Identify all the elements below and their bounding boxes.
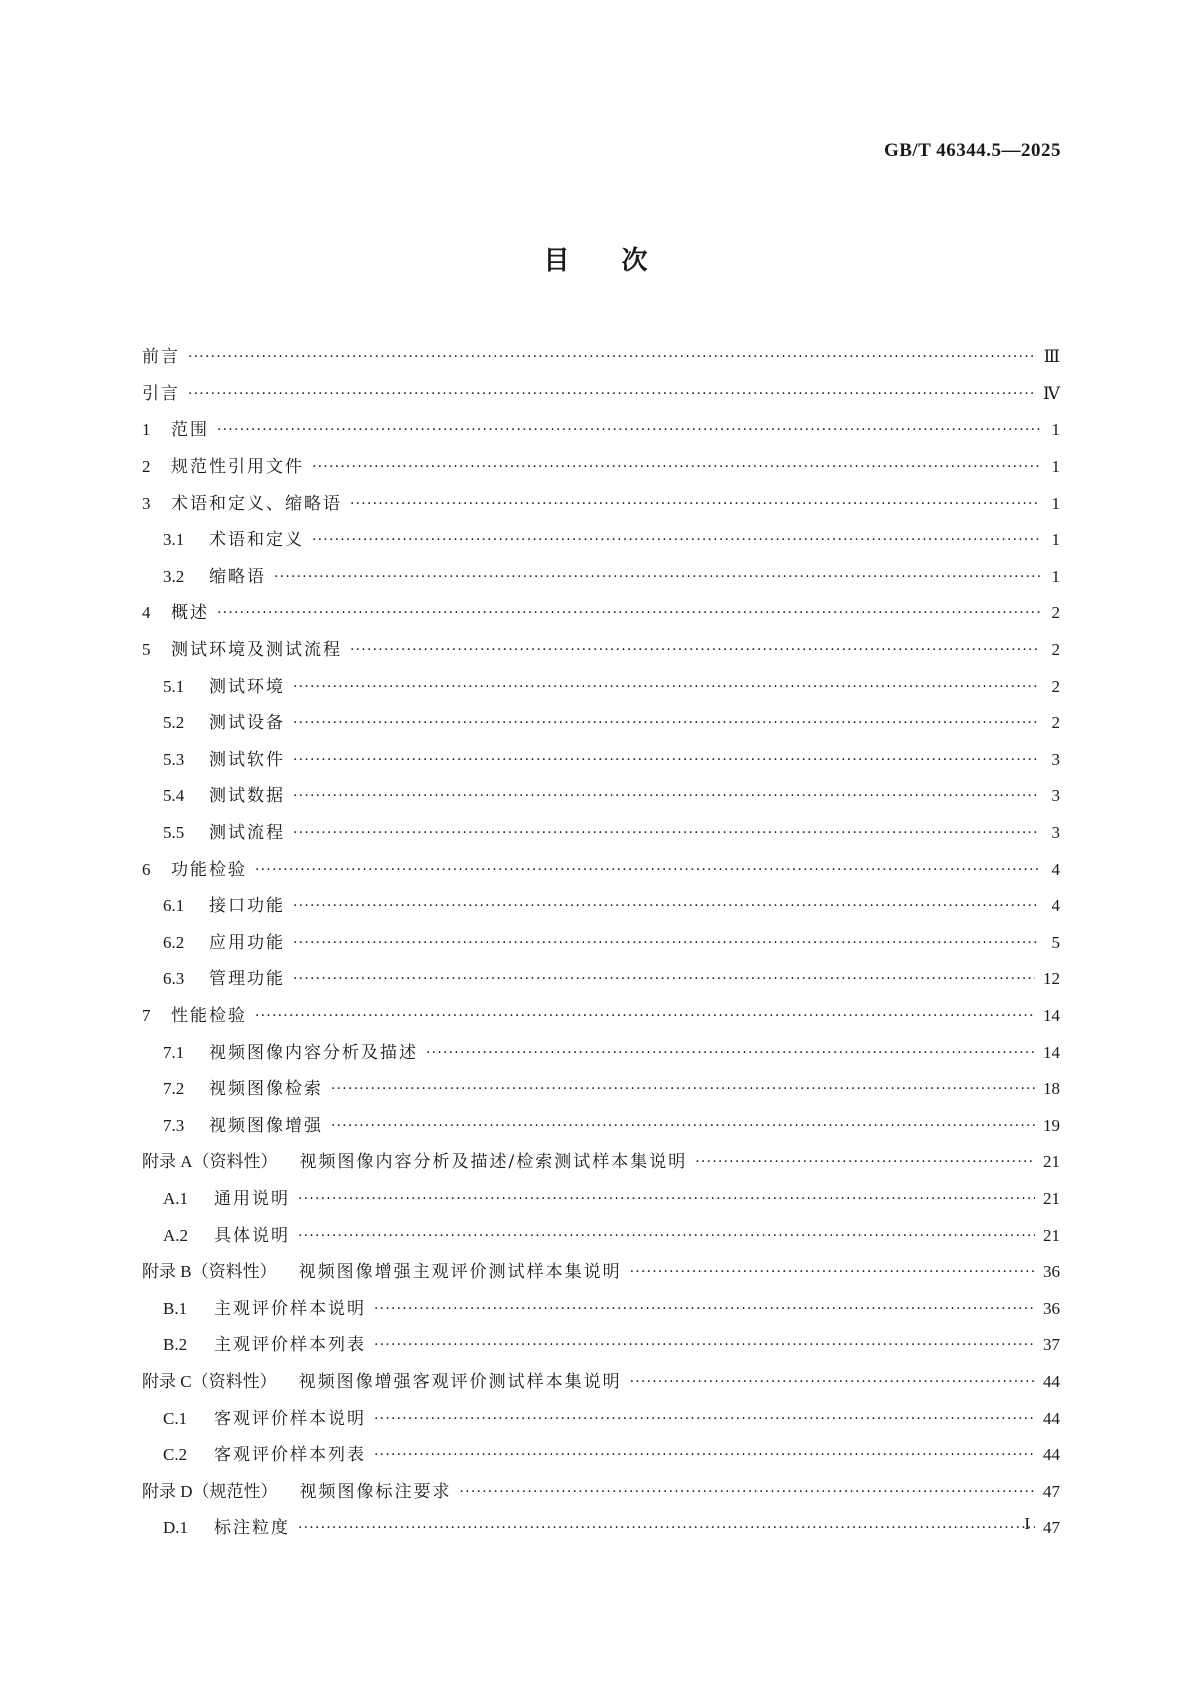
toc-entry-label: 主观评价样本说明	[214, 1298, 366, 1319]
dot-leader	[460, 1481, 1035, 1503]
toc-entry-page: 5	[1051, 932, 1060, 952]
toc-entry-label: 客观评价样本说明	[214, 1408, 366, 1429]
dot-leader	[350, 493, 1040, 515]
dot-leader	[695, 1151, 1035, 1173]
toc-entry[interactable]	[142, 632, 1060, 669]
dot-leader	[298, 1188, 1035, 1210]
dot-leader	[312, 529, 1040, 551]
toc-entry-number: A.2	[163, 1225, 189, 1245]
toc-entry-number: 7	[142, 1005, 151, 1025]
toc-entry-label: 视频图像检索	[209, 1079, 323, 1100]
toc-entry[interactable]	[142, 778, 1060, 815]
toc-entry[interactable]	[142, 1400, 1060, 1437]
dot-leader	[374, 1334, 1035, 1356]
toc-entry-label: 具体说明	[214, 1225, 290, 1246]
dot-leader	[350, 639, 1040, 661]
toc-entry-page: 21	[1043, 1152, 1060, 1172]
toc-entry[interactable]	[142, 1290, 1060, 1327]
toc-entry-number: B.1	[163, 1298, 188, 1318]
toc-entry-number: 附录 D（规范性）	[142, 1481, 278, 1501]
dot-leader	[630, 1261, 1035, 1283]
toc-entry-page: 44	[1043, 1408, 1060, 1428]
toc-entry-page: 36	[1043, 1262, 1060, 1282]
toc-entry-number: 5.2	[163, 713, 185, 733]
toc-entry-label: 测试设备	[209, 713, 285, 734]
toc-entry-page: 2	[1051, 640, 1060, 660]
toc-entry-page: 2	[1051, 676, 1060, 696]
toc-entry[interactable]	[142, 851, 1060, 888]
toc-entry-label: 术语和定义、缩略语	[171, 493, 342, 514]
toc-entry-number: 5.1	[163, 676, 185, 696]
toc-entry-page: 44	[1043, 1445, 1060, 1465]
toc-entry[interactable]	[142, 595, 1060, 632]
toc-entry-label: 缩略语	[209, 566, 266, 587]
toc-entry-page: 1	[1051, 493, 1060, 513]
toc-entry-number: 5.4	[163, 786, 185, 806]
page-title: 目次	[543, 246, 700, 276]
toc-entry-label: 测试流程	[209, 823, 285, 844]
toc-entry-page: 44	[1043, 1371, 1060, 1391]
toc-entry-number: 5.5	[163, 823, 185, 843]
toc-entry-label: 视频图像内容分析及描述/检索测试样本集说明	[299, 1152, 688, 1173]
toc-entry-number: 4	[142, 603, 151, 623]
toc-entry[interactable]	[142, 1034, 1060, 1071]
toc-entry-label: 视频图像内容分析及描述	[209, 1042, 418, 1063]
toc-entry-label: 性能检验	[171, 1005, 247, 1026]
toc-entry-number: 6	[142, 859, 151, 879]
dot-leader	[374, 1298, 1035, 1320]
toc-entry-label: 规范性引用文件	[171, 457, 304, 478]
toc-entry-page: 1	[1051, 566, 1060, 586]
dot-leader	[293, 822, 1040, 844]
toc-entry-label: 测试环境	[209, 676, 285, 697]
toc-entry-number: 7.2	[163, 1079, 185, 1099]
toc-entry-label: 概述	[171, 603, 209, 624]
dot-leader	[293, 676, 1040, 698]
toc-entry-number: 3.1	[163, 530, 185, 550]
toc-entry-number: 7.3	[163, 1115, 185, 1135]
toc-entry-page: 36	[1043, 1298, 1060, 1318]
toc-entry-number: 6.3	[163, 969, 185, 989]
toc-entry-page: 14	[1043, 1042, 1060, 1062]
toc-entry-label: 应用功能	[209, 932, 285, 953]
toc-entry-label: 视频图像标注要求	[299, 1481, 452, 1502]
toc-entry[interactable]	[142, 449, 1060, 486]
dot-leader	[331, 1078, 1035, 1100]
toc-entry-number: 3	[142, 493, 151, 513]
toc-entry[interactable]	[142, 412, 1060, 449]
toc-entry-page: 19	[1043, 1115, 1060, 1135]
dot-leader	[274, 566, 1040, 588]
toc-entry[interactable]	[142, 1364, 1060, 1401]
toc-entry-page: 37	[1043, 1335, 1060, 1355]
toc-entry-number: 附录 C（资料性）	[142, 1371, 277, 1391]
dot-leader	[312, 456, 1040, 478]
toc-entry[interactable]	[142, 1181, 1060, 1218]
dot-leader	[374, 1408, 1035, 1430]
dot-leader	[255, 859, 1040, 881]
toc-entry-page: 14	[1043, 1005, 1060, 1025]
dot-leader	[293, 968, 1035, 990]
toc-entry-page: 47	[1043, 1481, 1060, 1501]
toc-entry[interactable]	[142, 376, 1060, 413]
toc-entry-page: 3	[1051, 823, 1060, 843]
toc-entry-page: 12	[1043, 969, 1060, 989]
toc-entry-label: 客观评价样本列表	[214, 1445, 366, 1466]
dot-leader	[293, 749, 1040, 771]
toc-entry-page: 47	[1043, 1518, 1060, 1538]
toc-entry[interactable]	[142, 1437, 1060, 1474]
toc-entry-number: C.2	[163, 1445, 188, 1465]
document-code: GB/T 46344.5—2025	[883, 140, 1061, 161]
toc-entry-label: 前言	[142, 347, 180, 368]
dot-leader	[188, 346, 1036, 368]
toc-entry-page: 18	[1043, 1079, 1060, 1099]
toc-entry-label: 测试数据	[209, 786, 285, 807]
toc-entry-label: 管理功能	[209, 969, 285, 990]
toc-entry-page: 2	[1051, 713, 1060, 733]
toc-entry[interactable]	[142, 668, 1060, 705]
toc-entry[interactable]	[142, 339, 1060, 376]
toc-entry-number: A.1	[163, 1188, 189, 1208]
dot-leader	[293, 932, 1040, 954]
toc-entry[interactable]	[142, 1327, 1060, 1364]
toc-entry-label: 接口功能	[209, 896, 285, 917]
toc-entry-number: 附录 A（资料性）	[142, 1152, 278, 1172]
toc-entry[interactable]	[142, 522, 1060, 559]
toc-entry[interactable]	[142, 1144, 1060, 1181]
toc-entry[interactable]	[142, 1473, 1060, 1510]
toc-entry-number: 3.2	[163, 566, 185, 586]
toc-entry[interactable]	[142, 961, 1060, 998]
toc-entry[interactable]	[142, 815, 1060, 852]
dot-leader	[188, 383, 1035, 405]
table-of-contents	[142, 339, 1060, 1547]
dot-leader	[293, 712, 1040, 734]
dot-leader	[293, 785, 1040, 807]
toc-entry-label: 范围	[171, 420, 209, 441]
toc-entry[interactable]	[142, 888, 1060, 925]
toc-entry-page: 2	[1051, 603, 1060, 623]
toc-entry-label: 视频图像增强主观评价测试样本集说明	[298, 1262, 622, 1283]
toc-entry-number: 2	[142, 457, 151, 477]
toc-entry[interactable]	[142, 1510, 1060, 1547]
toc-entry-number: D.1	[163, 1518, 189, 1538]
toc-entry-page: 3	[1051, 749, 1060, 769]
dot-leader	[374, 1444, 1035, 1466]
toc-entry-number: 5	[142, 640, 151, 660]
toc-entry[interactable]	[142, 705, 1060, 742]
toc-entry-number: 7.1	[163, 1042, 185, 1062]
toc-entry-page: 21	[1043, 1225, 1060, 1245]
toc-entry-label: 视频图像增强客观评价测试样本集说明	[298, 1371, 622, 1392]
toc-entry-number: C.1	[163, 1408, 188, 1428]
toc-entry[interactable]	[142, 1071, 1060, 1108]
toc-entry-number: 5.3	[163, 749, 185, 769]
toc-entry-label: 引言	[142, 383, 180, 404]
toc-entry-label: 测试环境及测试流程	[171, 640, 342, 661]
toc-entry[interactable]	[142, 1254, 1060, 1291]
dot-leader	[298, 1225, 1035, 1247]
toc-entry[interactable]	[142, 998, 1060, 1035]
dot-leader	[630, 1371, 1035, 1393]
toc-entry[interactable]	[142, 1107, 1060, 1144]
toc-entry-page: 3	[1051, 786, 1060, 806]
toc-entry-page: 1	[1051, 530, 1060, 550]
dot-leader	[293, 895, 1040, 917]
toc-entry[interactable]	[142, 742, 1060, 779]
toc-entry[interactable]	[142, 925, 1060, 962]
toc-entry[interactable]	[142, 1217, 1060, 1254]
toc-entry-page: Ⅳ	[1043, 383, 1060, 403]
toc-entry-label: 视频图像增强	[209, 1115, 323, 1136]
toc-entry-label: 标注粒度	[214, 1518, 290, 1539]
toc-entry[interactable]	[142, 485, 1060, 522]
toc-entry-page: 4	[1051, 896, 1060, 916]
toc-entry-page: Ⅲ	[1043, 347, 1060, 367]
dot-leader	[217, 602, 1040, 624]
dot-leader	[426, 1042, 1035, 1064]
toc-entry-label: 测试软件	[209, 749, 285, 770]
toc-entry-label: 术语和定义	[209, 530, 304, 551]
toc-entry-number: 附录 B（资料性）	[142, 1262, 277, 1282]
page-number: I	[1024, 1514, 1030, 1533]
toc-entry-label: 主观评价样本列表	[214, 1335, 366, 1356]
toc-entry-page: 1	[1051, 420, 1060, 440]
dot-leader	[331, 1115, 1035, 1137]
toc-entry-page: 4	[1051, 859, 1060, 879]
toc-entry-number: 6.2	[163, 932, 185, 952]
toc-entry-page: 21	[1043, 1188, 1060, 1208]
toc-entry-page: 1	[1051, 457, 1060, 477]
dot-leader	[255, 1005, 1035, 1027]
toc-entry[interactable]	[142, 559, 1060, 596]
toc-entry-number: B.2	[163, 1335, 188, 1355]
dot-leader	[298, 1517, 1035, 1539]
toc-entry-label: 通用说明	[214, 1188, 290, 1209]
dot-leader	[217, 419, 1040, 441]
toc-entry-number: 6.1	[163, 896, 185, 916]
toc-entry-number: 1	[142, 420, 151, 440]
toc-entry-label: 功能检验	[171, 859, 247, 880]
